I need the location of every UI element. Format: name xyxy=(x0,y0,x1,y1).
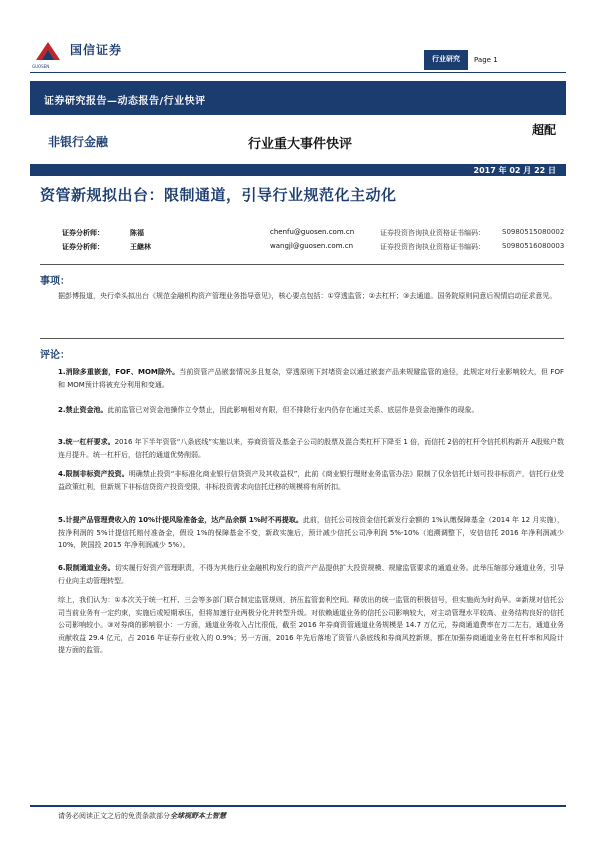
comment-item-text: 当前资管产品嵌套情况多且复杂，穿透原则下封堵资金以通过嵌套产品来规避监管的途径，此规定对行业影响较大，但 FOF和 MOM预计将被充分利用和变通。 xyxy=(58,368,564,389)
comment-item-lead: 2.禁止资金池。 xyxy=(58,406,108,414)
report-date: 2017 年 02 月 22 日 xyxy=(473,166,556,175)
header-page-box xyxy=(424,50,504,70)
section-divider xyxy=(40,264,564,265)
comment-item-text: 2016 年下半年资管“八条底线”实施以来，券商资管及基金子公司的股票及混合类杠杆下降至 1 倍，而信托 2倍的杠杆令信托机构新开 A股账户数连月提升。统一杠杆后，信托的通道优势削弱。 xyxy=(58,438,564,459)
comment-item-text: 切实履行好资产管理职责，不得为其他行业金融机构发行的资产产品提供扩大投资规模、规避监管要求的通道业务。此举压缩部分通道业务，引导行业向主动管理转型。 xyxy=(58,564,565,585)
comment-item-lead: 3.统一杠杆要求。 xyxy=(58,438,115,446)
analyst-name: 王継林 xyxy=(130,243,151,251)
analyst-row xyxy=(62,242,572,253)
page-label: Page xyxy=(474,56,491,64)
main-title: 资管新规拟出台：限制通道，引导行业规范化主动化 xyxy=(40,186,397,204)
analyst-role: 证券分析师： xyxy=(62,243,104,251)
comment-item-text: 综上，我们认为：①本次关于统一杠杆、三会等多部门联合制定监管规则，挤压监管套利空间。释放出的统一监管的积极信号，但实施尚为时尚早。②新规对信托公司当前业务有一定约束，实施后或短期承压，但将加速行业两极分化并转型升级。对依赖通道业务的信托公司影响较大，对主动管理水平较高、业务结构良好的信托公司影响较小。③对券商的影响很小：一方面，通道业务收入占比很低，截至 2016 年券商资管通道业务规模是 14.7 万亿元，券商通道费率在万二左右，通道业务贡献收益 29.4 亿元，占 2016 年证券行业收入的 0.9%；另一方面，2016 年先后落地了资管八条底线和券商风控新规，都在加强券商通道业务在杠杆率和风险计提方面的监管。 xyxy=(58,596,564,654)
license-number: S0980516080003 xyxy=(502,242,565,250)
section-divider xyxy=(40,338,564,339)
comment-item xyxy=(58,514,564,552)
sector-row xyxy=(30,119,566,163)
footer-rule xyxy=(30,805,566,807)
footer-prefix: 请务必阅读正文之后的免责条款部分 xyxy=(58,812,170,820)
rating-label: 超配 xyxy=(531,123,556,137)
footer-slogan: 全球视野本土智慧 xyxy=(170,812,226,820)
comment-summary xyxy=(58,594,564,657)
analyst-email[interactable]: wangjl@guosen.com.cn xyxy=(270,242,354,250)
brand-sub: GUOSEN xyxy=(32,64,50,69)
comment-item xyxy=(58,468,564,493)
page-indicator xyxy=(468,50,504,70)
report-type-label: 行业重大事件快评 xyxy=(248,137,353,152)
comment-item-lead: 5.计提产品管理费收入的 10%计提风险准备金，达产品余额 1%时不再提取。 xyxy=(58,516,303,524)
license-label: 证券投资咨询执业资格证书编码： xyxy=(380,229,485,237)
band-title: 证券研究报告—动态报告/行业快评 xyxy=(44,96,206,107)
logo-icon xyxy=(32,38,64,64)
analyst-role: 证券分析师： xyxy=(62,229,104,237)
comment-item-lead: 1.消除多重嵌套，FOF、MOM除外。 xyxy=(58,368,180,376)
comment-item-lead: 4.限制非标资产投资。 xyxy=(58,470,129,478)
comment-item-text: 明确禁止投资“非标准化商业银行信贷资产及其收益权”，此前《商业银行理财业务监管办法》限制了仅余信托计划可投非标资产，信托行业受益政策红利，但新规下非标信贷资产投资受限，非标投资需求向信托迁移的规模将有所折扣。 xyxy=(58,470,564,491)
page-number: 1 xyxy=(493,56,498,64)
event-paragraph: 据彭博报道，央行牵头拟出台《规范金融机构资产管理业务指导意见》，核心要点包括：①穿透监管；②去杠杆；③去通道。国务院原则同意后视情启动征求意见。 xyxy=(58,292,557,300)
report-type-band xyxy=(30,81,566,115)
license-number: S0980515080002 xyxy=(502,228,565,236)
comment-item-lead: 6.限制通道业务。 xyxy=(58,564,115,572)
section-title-event: 事项： xyxy=(40,276,70,287)
analyst-email[interactable]: chenfu@guosen.com.cn xyxy=(270,228,355,236)
header-rule xyxy=(30,72,566,73)
brand-name: 国信证券 xyxy=(70,43,123,57)
date-bar xyxy=(30,164,566,176)
comment-item xyxy=(58,436,564,461)
comment-item xyxy=(58,562,564,587)
industry-label: 非银行金融 xyxy=(48,135,109,149)
report-category: 行业研究 xyxy=(424,50,468,70)
comment-item-text: 此前监管已对资金池操作立令禁止，因此影响相对有限，但不排除行业内仍存在通过关系、底层作是资金池操作的现象。 xyxy=(107,406,479,414)
comment-item-text: 此前，信托公司按资金信托新发行金额的 1%认缴保障基金（2014 年 12 月实施），按净利润的 5%计提信托赔付准备金，假设 1%的保障基金不变，新政实施后，预计减少信托公司净利润 5%-10%（追溯调整下，安信信托 2016 年净利润减少 10%，陕国投 2015 年净利润减少 5%）。 xyxy=(58,516,564,549)
section-title-comment: 评论： xyxy=(40,350,70,361)
comment-item xyxy=(58,366,564,391)
license-label: 证券投资咨询执业资格证书编码： xyxy=(380,243,485,251)
analyst-row xyxy=(62,228,572,239)
footer-disclaimer xyxy=(58,811,226,821)
comment-item xyxy=(58,404,564,417)
analyst-name: 陈福 xyxy=(130,229,144,237)
